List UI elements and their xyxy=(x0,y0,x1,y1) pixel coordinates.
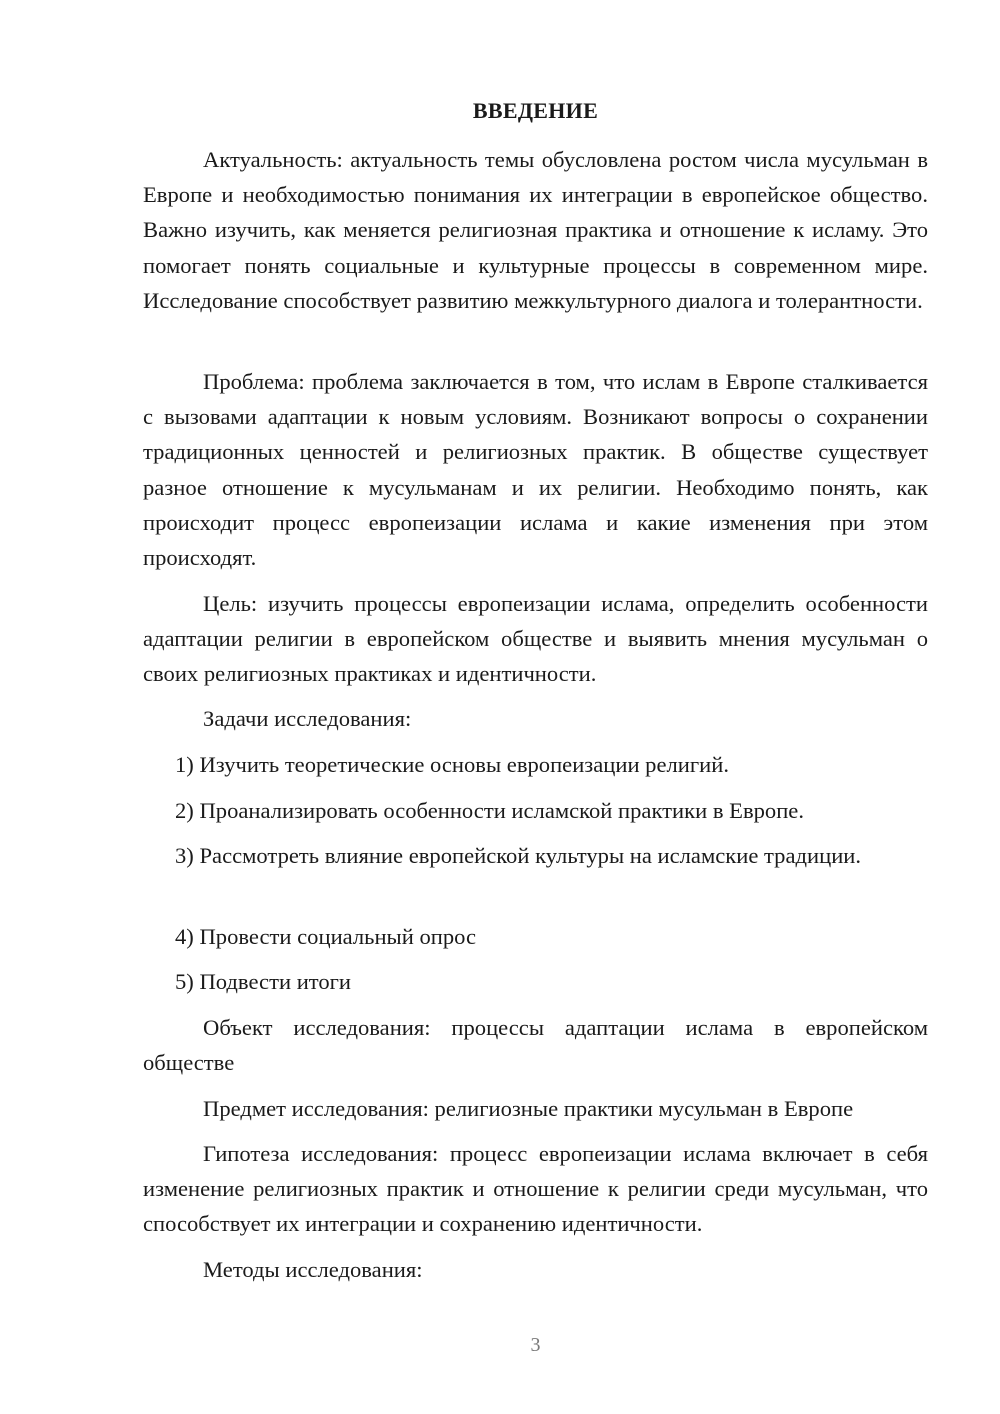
goal-paragraph: Цель: изучить процессы европеизации ислама, определить особенности адаптации религии в европейском обществе и выявить мнения мусульман о своих религиозных практиках и идентичности. xyxy=(143,591,928,687)
page-title: ВВЕДЕНИЕ xyxy=(472,98,599,123)
task-item-3: 3) Рассмотреть влияние европейской культуры на исламские традиции. xyxy=(175,843,862,868)
methods-heading: Методы исследования: xyxy=(203,1257,423,1282)
problem-paragraph: Проблема: проблема заключается в том, что ислам в Европе сталкивается с вызовами адаптации к новым условиям. Возникают вопросы о сохранении традиционных ценностей и религиозных практик. В обществе существует разное отношение к мусульманам и их религии. Необходимо понять, как происходит процесс европеизации ислама и какие изменения при этом происходят. xyxy=(143,369,928,571)
tasks-heading: Задачи исследования: xyxy=(203,706,412,731)
relevance-paragraph: Актуальность: актуальность темы обусловлена ростом числа мусульман в Европе и необходимостью понимания их интеграции в европейское общество. Важно изучить, как меняется религиозная практика и отношение к исламу. Это помогает понять социальные и культурные процессы в современном мире. Исследование способствует развитию межкультурного диалога и толерантности. xyxy=(143,147,928,313)
task-item-1: 1) Изучить теоретические основы европеизации религий. xyxy=(175,752,729,777)
task-item-4: 4) Провести социальный опрос xyxy=(175,924,477,949)
task-item-2: 2) Проанализировать особенности исламской практики в Европе. xyxy=(175,798,804,823)
page-number: 3 xyxy=(530,1334,541,1356)
task-item-5: 5) Подвести итоги xyxy=(175,969,352,994)
subject-paragraph: Предмет исследования: религиозные практики мусульман в Европе xyxy=(203,1096,854,1121)
object-paragraph: Объект исследования: процессы адаптации ислама в европейском обществе xyxy=(143,1015,928,1076)
hypothesis-paragraph: Гипотеза исследования: процесс европеизации ислама включает в себя изменение религиозных практик и отношение к религии среди мусульман, что способствует их интеграции и сохранению идентичности. xyxy=(143,1141,928,1237)
document-page xyxy=(143,0,928,1414)
